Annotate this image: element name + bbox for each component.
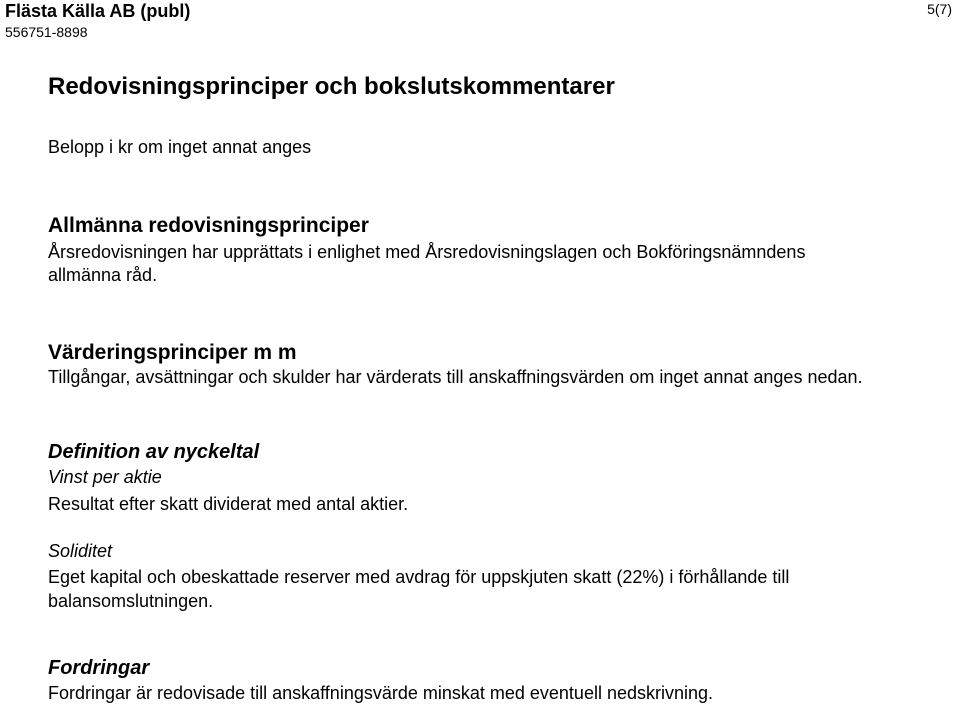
general-principles-heading: Allmänna redovisningsprinciper — [48, 214, 369, 237]
org-number: 556751-8898 — [5, 24, 88, 40]
eps-label: Vinst per aktie — [48, 467, 162, 487]
eps-text: Resultat efter skatt dividerat med antal aktier. — [48, 494, 409, 514]
receivables-heading: Fordringar — [48, 657, 150, 679]
amounts-note: Belopp i kr om inget annat anges — [48, 137, 312, 157]
key-ratios-heading: Definition av nyckeltal — [48, 441, 260, 463]
valuation-heading: Värderingsprinciper m m — [48, 341, 297, 364]
page-current: 5 — [927, 1, 935, 17]
page-number — [927, 0, 952, 18]
company-name: Flästa Källa AB (publ) — [5, 1, 191, 21]
valuation-text: Tillgångar, avsättningar och skulder har värderats till anskaffningsvärden om inget annat anges nedan. — [48, 367, 863, 387]
solidity-label: Soliditet — [48, 541, 113, 561]
solidity-line2: balansomslutningen. — [48, 591, 214, 611]
general-principles-line1: Årsredovisningen har upprättats i enlighet med Årsredovisningslagen och Bokföringsnämndens — [48, 242, 806, 262]
receivables-text: Fordringar är redovisade till anskaffningsvärde minskat med eventuell nedskrivning. — [48, 683, 714, 703]
page-total: (7) — [934, 1, 952, 17]
general-principles-line2: allmänna råd. — [48, 265, 158, 285]
solidity-line1: Eget kapital och obeskattade reserver med avdrag för uppskjuten skatt (22%) i förhållande till — [48, 567, 790, 587]
page-title: Redovisningsprinciper och bokslutskommentarer — [48, 73, 615, 100]
